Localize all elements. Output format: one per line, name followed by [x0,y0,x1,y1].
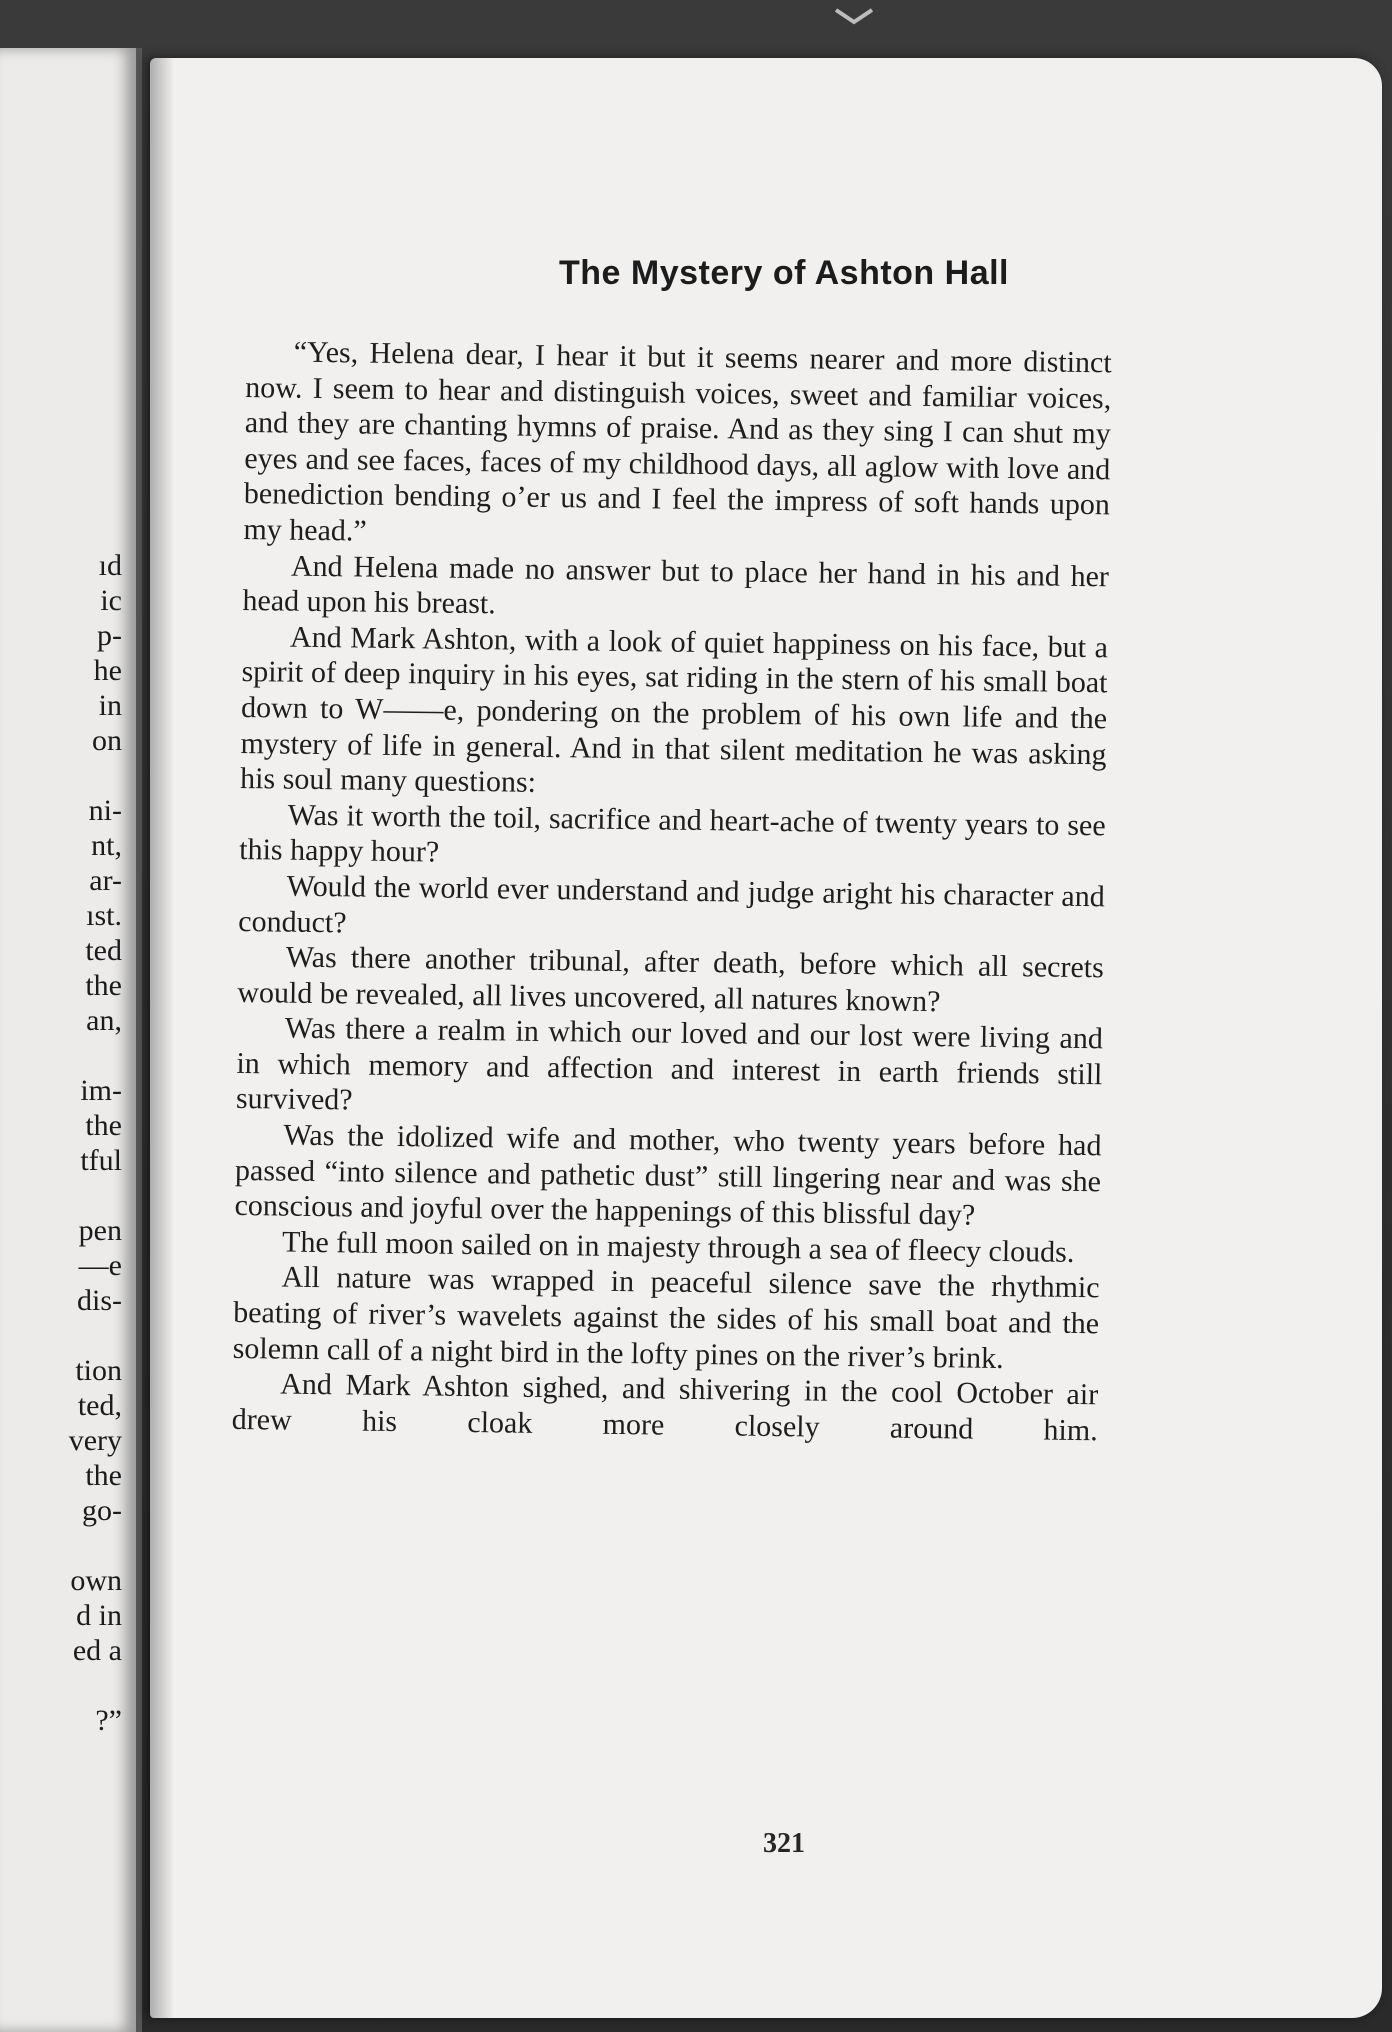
body-text [232,334,1112,1449]
left-page-fragment: ed a [72,1634,122,1667]
left-page-fragment: the [85,969,122,1002]
left-page-fragment: he [93,654,122,687]
paragraph: Was the idolized wife and mother, who twenty years before had passed “into silence and pathetic dust” still lingering near and was she conscious and joyful over the happenings of this blissful day? [234,1118,1102,1232]
left-page-fragment: —e [78,1249,122,1282]
left-page-fragment: tion [75,1354,122,1387]
left-page-fragment: ni- [88,794,122,827]
gutter-shadow [150,58,174,2018]
bookmark-ribbon-mark [834,8,874,26]
left-page-fragment: nt, [91,829,122,862]
chapter-title: The Mystery of Ashton Hall [558,254,1010,292]
left-page-fragment: tful [80,1144,122,1177]
paragraph: And Mark Ashton sighed, and shivering in the cool October air drew his cloak more closely around him. [231,1367,1099,1448]
left-page-fragment: p- [97,619,122,652]
left-page-fragment: im- [80,1074,122,1107]
paragraph: The full moon sailed on in majesty through a sea of fleecy clouds. [281,1225,1075,1269]
left-page-fragment: the [85,1459,122,1492]
left-page-fragment: ic [100,584,122,617]
paragraph: All nature was wrapped in peaceful silence save the rhythmic beating of river’s wavelets against the sides of his small boat and the solemn call of a night bird in the lofty pines on the river’s brink. [232,1260,1100,1375]
left-page-fragment: own [70,1564,122,1597]
left-page-fragment: ted [85,934,122,967]
left-page-fragment: ıd [98,549,122,582]
left-page-fragment: very [68,1424,122,1457]
paragraph: And Mark Ashton, with a look of quiet happiness on his face, but a spirit of deep inquiry in his eyes, sat riding in the stern of his small boat down to W——e, pondering on the problem of his own life and the mystery of life in general. And in that silent meditation he was asking his soul many questions: [239,620,1109,799]
paragraph: And Helena made no answer but to place her hand in his and her head upon his breast. [242,549,1110,621]
paragraph: Was there a realm in which our loved and our lost were living and in which memory and affection and interest in earth friends still survived? [235,1011,1104,1117]
paragraph: Would the world ever understand and judge aright his character and conduct? [238,869,1105,939]
left-page-fragment: ?” [95,1704,122,1737]
left-page-fragment: go- [82,1494,122,1527]
left-page-fragment: pen [78,1214,122,1247]
left-page-fragment: the [85,1109,122,1142]
page-number: 321 [763,1828,805,1859]
left-page-fragment: ted, [77,1389,122,1422]
left-page [0,48,142,2032]
paragraph: Was it worth the toil, sacrifice and heart-ache of twenty years to see this happy hour? [239,798,1106,869]
left-page-fragment: on [92,724,122,757]
paragraph: “Yes, Helena dear, I hear it but it seems nearer and more distinct now. I seem to hear and distinguish voices, sweet and familiar voices, and they are chanting hymns of praise. And as they sing I can shut my eyes and see faces, faces of my childhood days, all aglow with love and benediction bending o’er us and I feel the impress of soft hands upon my head.” [243,335,1112,548]
left-page-fragment: d in [76,1599,122,1632]
left-page-fragment: dis- [77,1284,122,1317]
left-page-fragment: ar- [89,864,122,897]
left-page-fragment: an, [86,1004,122,1037]
right-page [150,58,1382,2018]
left-page-fragment: in [98,689,122,722]
left-page-fragment: ıst. [86,899,122,932]
paragraph: Was there another tribunal, after death, before which all secrets would be revealed, all lives uncovered, all natures known? [237,940,1104,1018]
